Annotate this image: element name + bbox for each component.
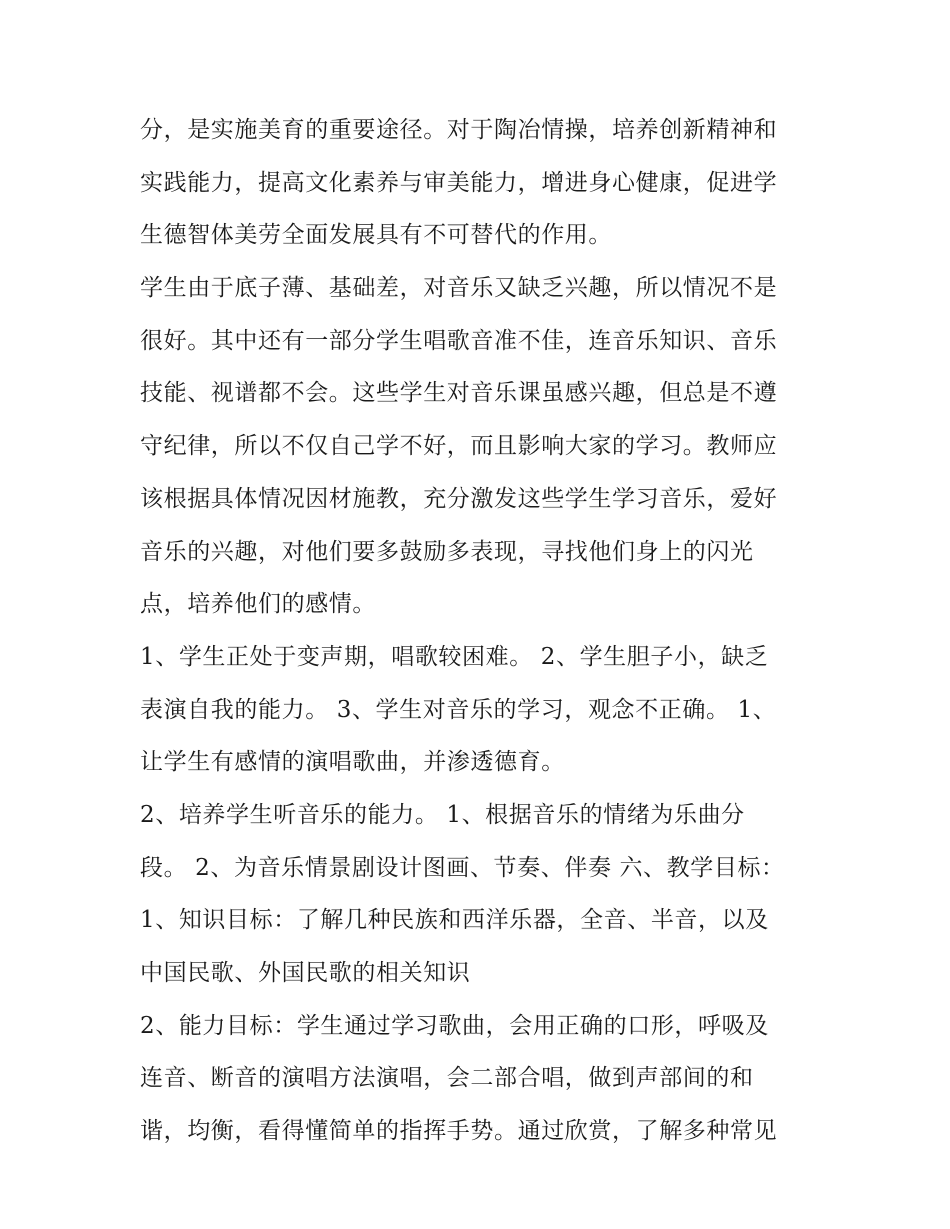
text-line: 谐，均衡，看得懂简单的指挥手势。通过欣赏，了解多种常见 [140,1118,778,1145]
text-line: 让学生有感情的演唱歌曲，并渗透德育。 [140,749,565,776]
text-line: 该根据具体情况因材施教，充分激发这些学生学习音乐，爱好 [140,485,778,512]
text-line: 2、培养学生听音乐的能力。 1、根据音乐的情绪为乐曲分 [140,801,745,828]
text-line: 很好。其中还有一部分学生唱歌音准不佳，连音乐知识、音乐 [140,327,778,354]
text-line: 实践能力，提高文化素养与审美能力，增进身心健康，促进学 [140,169,778,196]
body-text [140,104,830,1158]
text-line: 表演自我的能力。 3、学生对音乐的学习，观念不正确。 1、 [140,696,777,723]
text-line: 1、知识目标：了解几种民族和西洋乐器，全音、半音，以及 [140,907,769,934]
text-line: 生德智体美劳全面发展具有不可替代的作用。 [140,222,612,249]
text-line: 1、学生正处于变声期，唱歌较困难。 2、学生胆子小，缺乏 [140,643,769,670]
text-line: 连音、断音的演唱方法演唱，会二部合唱，做到声部间的和 [140,1065,754,1092]
text-line: 中国民歌、外国民歌的相关知识 [140,960,471,986]
text-line: 音乐的兴趣，对他们要多鼓励多表现，寻找他们身上的闪光 [140,538,754,565]
text-line: 守纪律，所以不仅自己学不好，而且影响大家的学习。教师应 [140,433,778,460]
text-line: 段。 2、为音乐情景剧设计图画、节奏、伴奏 六、教学目标： [140,854,785,881]
text-line: 技能、视谱都不会。这些学生对音乐课虽感兴趣，但总是不遵 [140,380,778,407]
text-line: 分，是实施美育的重要途径。对于陶冶情操，培养创新精神和 [140,117,778,143]
text-line: 2、能力目标：学生通过学习歌曲，会用正确的口形，呼吸及 [140,1012,769,1039]
text-line: 点，培养他们的感情。 [140,591,376,618]
text-line: 学生由于底子薄、基础差，对音乐又缺乏兴趣，所以情况不是 [140,275,778,302]
